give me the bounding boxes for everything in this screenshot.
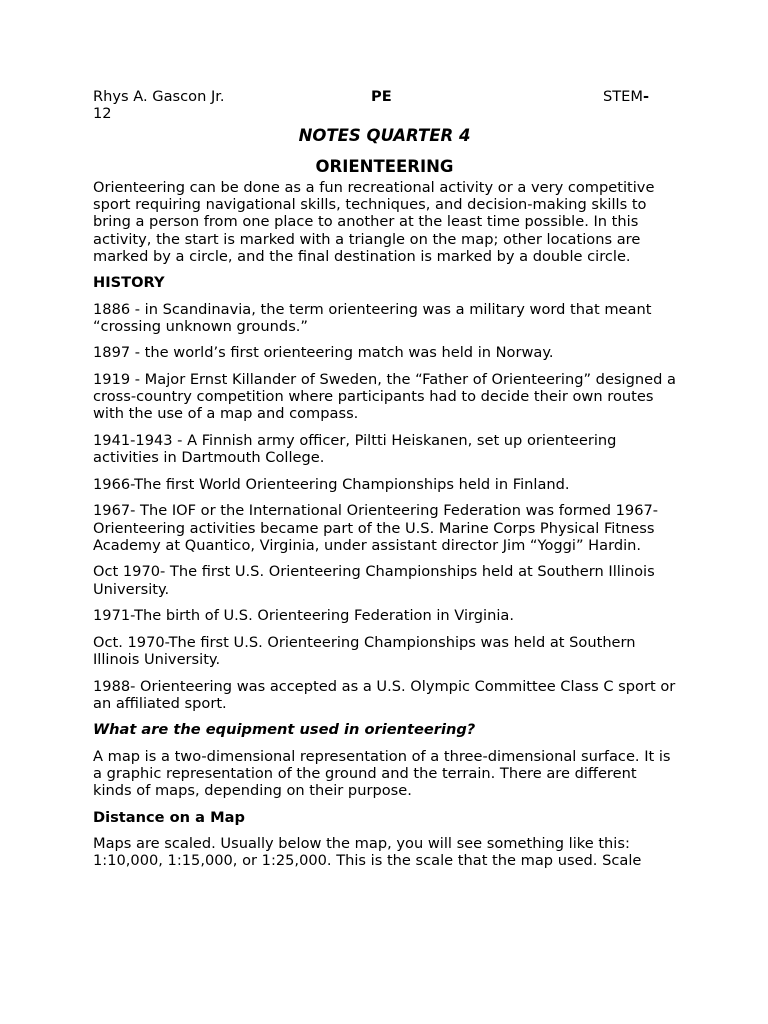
subject-label: PE	[371, 88, 392, 105]
history-entry: 1897 - the world’s first orienteering match was held in Norway.	[93, 344, 554, 362]
history-entry: Oct 1970- The first U.S. Orienteering Championships held at Southern Illinois University.	[93, 563, 655, 598]
grade-label: 12	[93, 105, 112, 122]
strand-label	[603, 88, 649, 105]
notes-title: NOTES QUARTER 4	[298, 126, 471, 145]
intro-paragraph: Orienteering can be done as a fun recreational activity or a very competitive sport requiring navigational skills, techniques, and decision-making skills to bring a person from one place to another at the least time possible. In this activity, the start is marked with a triangle on the map; other locations are marked by a circle, and the final destination is marked by a double circle.	[93, 179, 655, 265]
strand-dash: -	[643, 88, 650, 105]
map-paragraph: A map is a two-dimensional representation of a three-dimensional surface. It is a graphic representation of the ground and the terrain. There are different kinds of maps, depending on their purpose.	[93, 747, 671, 800]
history-entry: 1886 - in Scandinavia, the term orienteering was a military word that meant “crossing unknown grounds.”	[93, 300, 652, 335]
history-entry: 1941-1943 - A Finnish army officer, Piltti Heiskanen, set up orienteering activities in Dartmouth College.	[93, 432, 617, 467]
history-entry: 1971-The birth of U.S. Orienteering Federation in Virginia.	[93, 607, 514, 625]
header-row	[93, 88, 676, 105]
strand-prefix: STEM	[603, 88, 643, 105]
equipment-question: What are the equipment used in orienteering?	[93, 721, 476, 739]
history-entry: 1988- Orienteering was accepted as a U.S. Olympic Committee Class C sport or an affiliated sport.	[93, 677, 676, 712]
history-entry: Oct. 1970-The first U.S. Orienteering Championships was held at Southern Illinois University.	[93, 633, 636, 668]
history-entry: 1966-The first World Orienteering Championships held in Finland.	[93, 475, 570, 493]
document-content	[93, 88, 676, 879]
distance-paragraph: Maps are scaled. Usually below the map, you will see something like this: 1:10,000, 1:15,000, or 1:25,000. This is the scale that the map used. Scale	[93, 835, 642, 870]
history-entry: 1967- The IOF or the International Orienteering Federation was formed 1967-Orienteering activities became part of the U.S. Marine Corps Physical Fitness Academy at Quantico, Virginia, under assistant director Jim “Yoggi” Hardin.	[93, 502, 659, 554]
student-name: Rhys A. Gascon Jr.	[93, 88, 225, 105]
distance-heading: Distance on a Map	[93, 808, 245, 826]
topic-title: ORIENTEERING	[315, 157, 454, 176]
history-entry: 1919 - Major Ernst Killander of Sweden, the “Father of Orienteering” designed a cross-country competition where participants had to decide their own routes with the use of a map and compass.	[93, 371, 676, 423]
history-heading: HISTORY	[93, 274, 165, 292]
